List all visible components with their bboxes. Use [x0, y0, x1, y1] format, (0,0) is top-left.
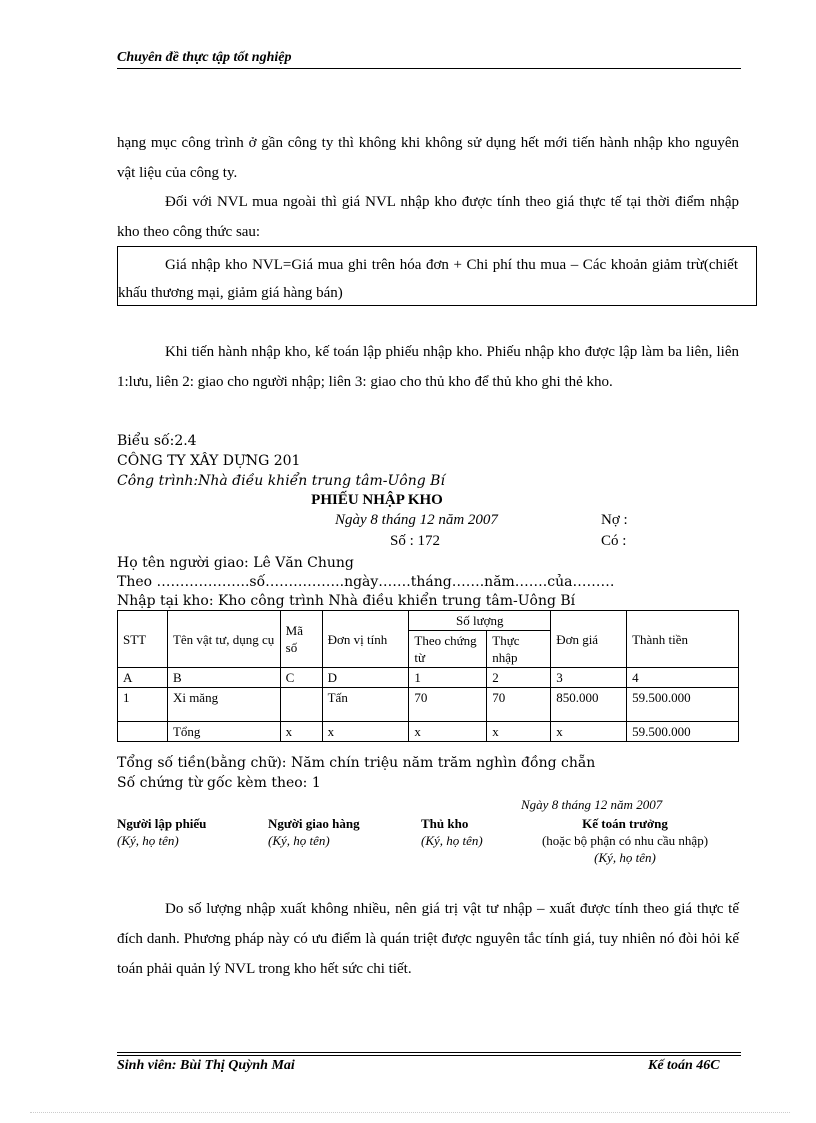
table-cell: x — [280, 722, 322, 742]
table-cell: 850.000 — [551, 688, 627, 722]
table-cell: 70 — [409, 688, 487, 722]
company-name: CÔNG TY XÂY DỰNG 201 — [117, 453, 301, 469]
table-cell: 4 — [627, 668, 739, 688]
slip-date: Ngày 8 tháng 12 năm 2007 — [335, 512, 498, 528]
signer-role: Người giao hàng — [268, 816, 360, 831]
header-code: Mã số — [280, 611, 322, 668]
table-cell: 3 — [551, 668, 627, 688]
footer-rule — [117, 1052, 741, 1053]
table-header-row — [118, 611, 739, 631]
table-cell: A — [118, 668, 168, 688]
debit-account: Nợ : — [601, 512, 628, 528]
table-cell: 1 — [409, 668, 487, 688]
table-cell: Tấn — [322, 688, 409, 722]
signer-note: (Ký, họ tên) — [421, 833, 483, 848]
table-letter-row — [118, 668, 739, 688]
signer-storekeeper — [421, 815, 483, 849]
page-bottom-divider — [30, 1112, 790, 1113]
formula-text: Giá nhập kho NVL=Giá mua ghi trên hóa đơn + Chi phí thu mua – Các khoản giảm trừ(chiết khấu thương mại, giảm giá hàng bán) — [118, 257, 738, 301]
amount-in-words: Tổng số tiền(bằng chữ): Năm chín triệu năm trăm nghìn đồng chẵn — [117, 755, 596, 771]
table-cell: 1 — [118, 688, 168, 722]
table-cell: 70 — [487, 688, 551, 722]
signer-deliverer — [268, 815, 360, 849]
table-cell — [118, 722, 168, 742]
table-total-row — [118, 722, 739, 742]
receipt-table — [117, 610, 739, 742]
intro-paragraph-3: Khi tiến hành nhập kho, kế toán lập phiếu nhập kho. Phiếu nhập kho được lập làm ba liên, liên 1:lưu, liên 2: giao cho người nhập; liên 3: giao cho thủ kho để thủ kho ghi thẻ kho. — [117, 344, 739, 390]
header-item-name: Tên vật tư, dụng cụ — [167, 611, 280, 668]
signer-role: Thủ kho — [421, 816, 469, 831]
deliverer-name: Họ tên người giao: Lê Văn Chung — [117, 555, 354, 571]
signer-note-2: (Ký, họ tên) — [594, 850, 656, 865]
table-cell: Xi măng — [167, 688, 280, 722]
slip-title: PHIẾU NHẬP KHO — [311, 492, 443, 508]
header-quantity: Số lượng — [409, 611, 551, 631]
header-qty-by-document: Theo chứng từ — [409, 631, 487, 668]
header-qty-actual: Thực nhập — [487, 631, 551, 668]
signer-note: (Ký, họ tên) — [268, 833, 330, 848]
outro-paragraph: Do số lượng nhập xuất không nhiều, nên giá trị vật tư nhập – xuất được tính theo giá thực tế đích danh. Phương pháp này có ưu điểm là quán triệt được nguyên tắc tính giá, tuy nhiên nó đòi hỏi kế toán phải quản lý NVL trong kho hết sức chi tiết. — [117, 901, 739, 977]
table-cell: x — [487, 722, 551, 742]
signer-chief-accountant — [519, 815, 731, 866]
header-amount: Thành tiền — [627, 611, 739, 668]
according-to-line: Theo ………………..số……………..ngày…….tháng…….năm…….của……… — [117, 574, 615, 590]
formula-box — [117, 246, 757, 306]
table-cell: D — [322, 668, 409, 688]
table-cell: Tổng — [167, 722, 280, 742]
project-name: Công trình:Nhà điều khiển trung tâm-Uông Bí — [117, 473, 445, 489]
table-cell: 59.500.000 — [627, 688, 739, 722]
header-stt: STT — [118, 611, 168, 668]
signer-preparer — [117, 815, 206, 849]
table-cell: x — [409, 722, 487, 742]
signer-role: Người lập phiếu — [117, 816, 207, 831]
signer-note: (Ký, họ tên) — [117, 833, 179, 848]
signer-note: (hoặc bộ phận có nhu cầu nhập) — [541, 833, 709, 848]
table-cell: 2 — [487, 668, 551, 688]
table-cell: x — [551, 722, 627, 742]
table-cell: 59.500.000 — [627, 722, 739, 742]
footer-student: Sinh viên: Bùi Thị Quỳnh Mai — [117, 1058, 295, 1073]
warehouse-line: Nhập tại kho: Kho công trình Nhà điều khiển trung tâm-Uông Bí — [117, 593, 576, 609]
footer-class: Kế toán 46C — [648, 1058, 720, 1073]
table-row — [118, 688, 739, 722]
intro-paragraph-1: hạng mục công trình ở gần công ty thì không khi không sử dụng hết mới tiến hành nhập kho nguyên vật liệu của công ty. — [117, 135, 739, 181]
footer-rule — [117, 1055, 741, 1056]
intro-paragraph-2: Đối với NVL mua ngoài thì giá NVL nhập kho được tính theo giá thực tế tại thời điểm nhập kho theo công thức sau: — [117, 194, 739, 240]
header-unit: Đơn vị tính — [322, 611, 409, 668]
page-header-title: Chuyên đề thực tập tốt nghiệp — [117, 50, 292, 65]
table-cell: B — [167, 668, 280, 688]
table-cell: C — [280, 668, 322, 688]
slip-number: Số : 172 — [390, 533, 441, 549]
signer-role: Kế toán trưởng — [582, 816, 668, 831]
signature-date: Ngày 8 tháng 12 năm 2007 — [521, 797, 663, 812]
chart-number: Biểu số:2.4 — [117, 433, 197, 449]
header-unit-price: Đơn giá — [551, 611, 627, 668]
header-rule — [117, 68, 741, 69]
attached-documents: Số chứng từ gốc kèm theo: 1 — [117, 775, 321, 791]
table-cell: x — [322, 722, 409, 742]
table-cell — [280, 688, 322, 722]
credit-account: Có : — [601, 533, 627, 549]
